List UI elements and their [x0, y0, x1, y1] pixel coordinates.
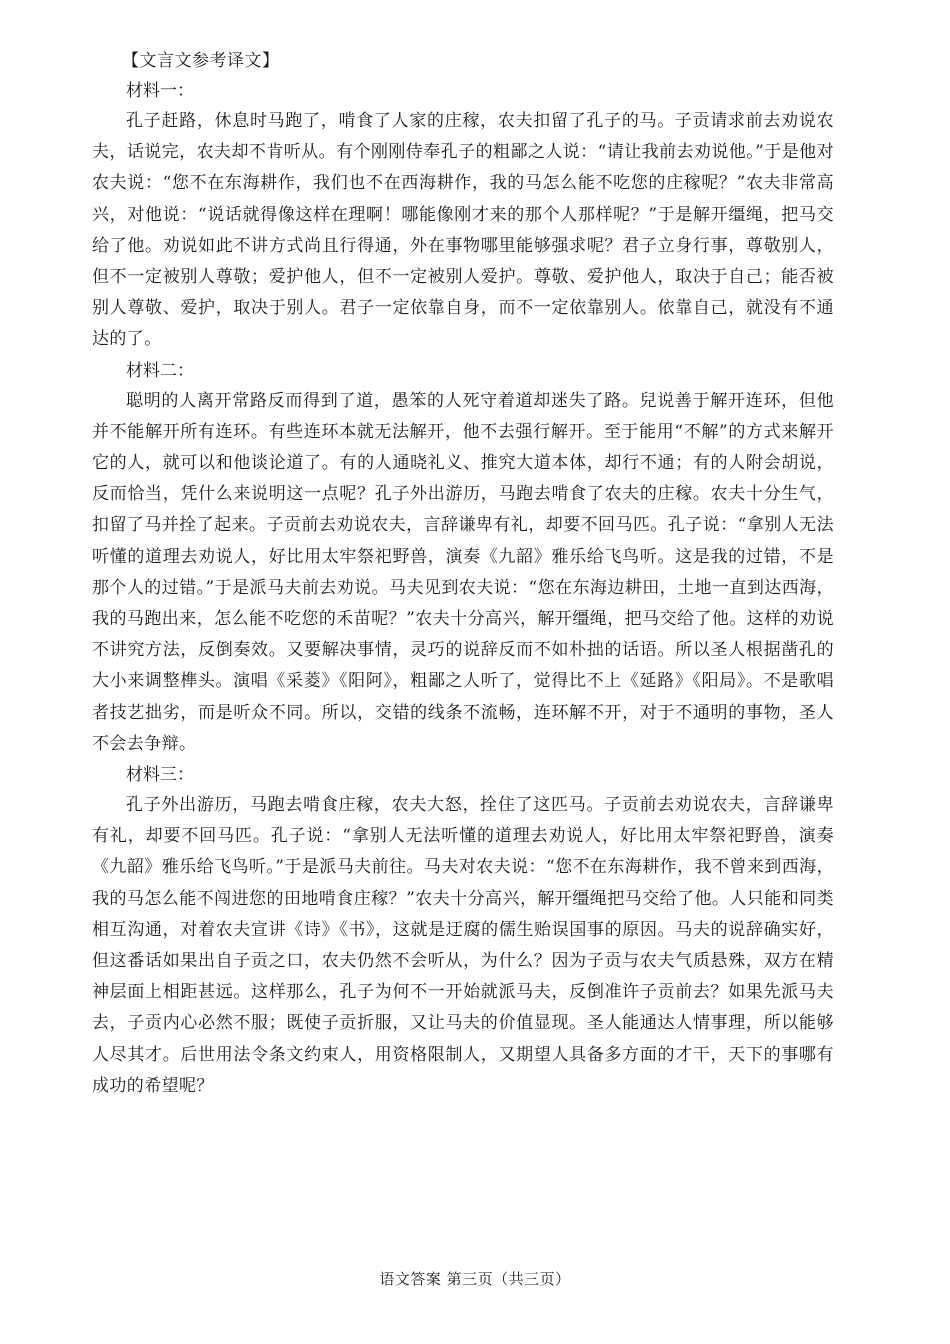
material-paragraph: 孔子外出游历，马跑去啃食庄稼，农夫大怒，拴住了这匹马。子贡前去劝说农夫，言辞谦卑有礼，却要不回马匹。孔子说：“拿别人无法听懂的道理去劝说人，好比用太牢祭祀野兽，演奏《九韶》雅乐给飞鸟听。”于是派马夫前往。马夫对农夫说：“您不在东海耕作，我不曾来到西海，我的马怎么能不闯进您的田地啃食庄稼？”农夫十分高兴，解开缰绳把马交给了他。人只能和同类相互沟通，对着农夫宣讲《诗》《书》，这就是迂腐的儒生贻误国事的原因。马夫的说辞确实好，但这番话如果出自子贡之口，农夫仍然不会听从，为什么？因为子贡与农夫气质悬殊，双方在精神层面上相距甚远。这样那么，孔子为何不一开始就派马夫，反倒准许子贡前去？如果先派马夫去，子贡内心必然不服；既使子贡折服，又让马夫的价值显现。圣人能通达人情事理，所以能够人尽其才。后世用法令条文约束人，用资格限制人，又期望人具备多方面的才干，天下的事哪有成功的希望呢？ [92, 795, 834, 1096]
material-section-3 [92, 760, 834, 1102]
material-title: 材料二： [126, 360, 194, 381]
document-body [92, 46, 834, 1102]
material-section-2 [92, 356, 834, 760]
document-heading: 【文言文参考译文】 [122, 51, 280, 71]
material-title: 材料三： [126, 765, 194, 786]
page-footer: 语文答案 第三页（共三页） [379, 1270, 571, 1288]
material-paragraph: 孔子赶路，休息时马跑了，啃食了人家的庄稼，农夫扣留了孔子的马。子贡请求前去劝说农夫，话说完，农夫却不肯听从。有个刚刚侍奉孔子的粗鄙之人说：“请让我前去劝说他。”于是他对农夫说：“您不在东海耕作，我们也不在西海耕作，我的马怎么能不吃您的庄稼呢？”农夫非常高兴，对他说：“说话就得像这样在理啊！哪能像刚才来的那个人那样呢？”于是解开缰绳，把马交给了他。劝说如此不讲方式尚且行得通，外在事物哪里能够强求呢？君子立身行事，尊敬别人，但不一定被别人尊敬；爱护他人，但不一定被别人爱护。尊敬、爱护他人，取决于自己；能否被别人尊敬、爱护，取决于别人。君子一定依靠自身，而不一定依靠别人。依靠自己，就没有不通达的了。 [92, 111, 834, 350]
material-paragraph: 聪明的人离开常路反而得到了道，愚笨的人死守着道却迷失了路。兒说善于解开连环，但他并不能解开所有连环。有些连环本就无法解开，他不去强行解开。至于能用“不解”的方式来解开它的人，就可以和他谈论道了。有的人通晓礼义、推究大道本体，却行不通；有的人附会胡说，反而恰当，凭什么来说明这一点呢？孔子外出游历，马跑去啃食了农夫的庄稼。农夫十分生气，扣留了马并拴了起来。子贡前去劝说农夫，言辞谦卑有礼，却要不回马匹。孔子说：“拿别人无法听懂的道理去劝说人，好比用太牢祭祀野兽，演奏《九韶》雅乐给飞鸟听。这是我的过错，不是那个人的过错。”于是派马夫前去劝说。马夫见到农夫说：“您在东海边耕田，土地一直到达西海，我的马跑出来，怎么能不吃您的禾苗呢？”农夫十分高兴，解开缰绳，把马交给了他。这样的劝说不讲究方法，反倒奏效。又要解决事情，灵巧的说辞反而不如朴拙的话语。所以圣人根据凿孔的大小来调整榫头。演唱《采菱》《阳阿》，粗鄙之人听了，觉得比不上《延路》《阳局》。不是歌唱者技艺拙劣，而是听众不同。所以，交错的线条不流畅，连环解不开，对于不通明的事物，圣人不会去争辩。 [92, 390, 834, 754]
material-title: 材料一： [126, 81, 194, 101]
material-section-1 [92, 76, 834, 356]
